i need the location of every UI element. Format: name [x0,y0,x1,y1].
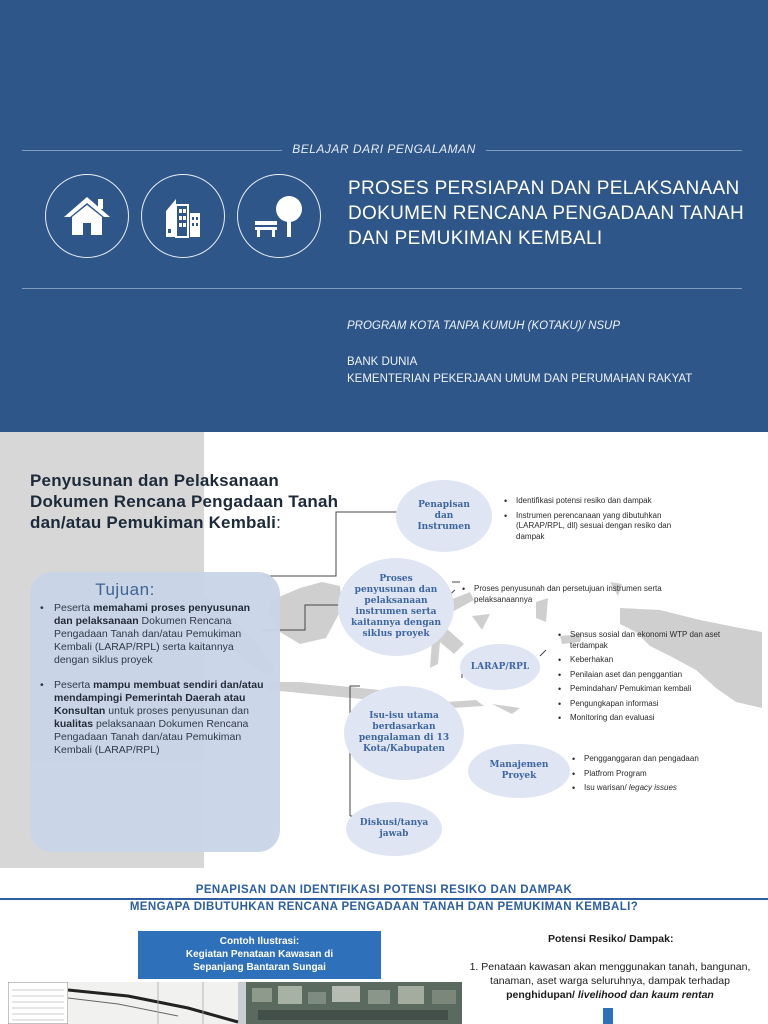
potensi-text [460,960,760,1002]
bullet-larap-3: • Penilaian aset dan penggantian [558,670,742,681]
risk-slide [0,868,768,1024]
tujuan-item-1-a: Peserta [54,602,94,614]
tujuan-item-2-b: mampu membuat sendiri dan/atau mendampingi Pemerintah Daerah atau Konsultan [54,679,264,717]
program-name: PROGRAM KOTA TANPA KUMUH (KOTAKU)/ NSUP [347,320,621,332]
tujuan-colon: : [149,580,155,599]
bubble-manajemen [468,744,570,798]
heading-colon: : [276,513,282,532]
tujuan-title-text: Tujuan [95,580,150,599]
bubble-manajemen-text: Manajemen Proyek [489,760,549,781]
bullet-larap-1: • Sensus sosial dan ekonomi WTP dan aset terdampak [558,630,742,651]
bullet-isu-prefix: Isu warisan/ [584,783,629,792]
tujuan-item-2-a: Peserta [54,679,94,691]
tujuan-item-1-c: Dokumen Rencana Pengadaan Tanah dan/atau Pemukiman Kembali (LARAP/RPL) serta kaitannya dengan siklus proyek [54,615,242,666]
bullet-larap-4: • Pemindahan/ Pemukiman kembali [558,684,742,695]
bullet-isu-italic: legacy issues [628,783,677,792]
bubble-proses [338,558,454,656]
bullet-manajemen-1: • Pengganggaran dan pengadaan [572,754,752,765]
slide-heading [30,470,390,533]
illus-line-2: Kegiatan Penataan Kawasan di [185,949,334,960]
potensi-text-a: 1. Penataan kawasan akan menggunakan tanah, bangunan, tanaman, aset warga seluruhnya, dampak terhadap [469,961,751,987]
tujuan-item-1 [40,602,268,667]
tujuan-panel [30,572,280,852]
bubble-isu [344,686,464,780]
bullet-proses-1: • Proses penyusunah dan persetujuan instrumen serta pelaksanaannya [462,584,672,605]
heading-line-2: Dokumen Rencana Pengadaan Tanah [30,492,339,511]
heading-line-3: dan/atau Pemukiman Kembali [30,513,277,532]
house-icon [45,174,129,258]
risk-heading-1 [0,884,768,896]
bullet-larap-5: • Pengungkapan informasi [558,699,742,710]
overview-slide [0,432,768,868]
bullets-larap [558,630,742,728]
bubble-diskusi-text: Diskusi/tanya jawab [359,818,429,839]
bullets-penapisan [504,496,700,546]
bullet-penapisan-2: • Instrumen perencanaan yang dibutuhkan (LARAP/RPL, dll) sesuai dengan resiko dan dampak [504,511,700,543]
bubble-penapisan-text: Penapisan dan Instrumen [417,499,471,532]
bullet-manajemen-3 [572,783,752,794]
bubble-isu-text: Isu-isu utama berdasarkan pengalaman di 13 Kota/Kabupaten [358,711,450,754]
bubble-penapisan [396,480,492,552]
bullet-manajemen-2: • Platfrom Program [572,769,752,780]
tujuan-title [30,580,220,600]
bullet-larap-6: • Monitoring dan evaluasi [558,713,742,724]
org-line-1: BANK DUNIA [347,356,418,368]
heading-line-1: Penyusunan dan Pelaksanaan [30,471,279,490]
risk-heading-1-text: PENAPISAN DAN IDENTIFIKASI POTENSI RESIKO DAN DAMPAK [188,884,580,896]
illustration-photos [8,982,462,1024]
tujuan-list [40,602,268,769]
bullet-larap-2: • Keberhakan [558,655,742,666]
tujuan-item-2-e: pelaksanaan Dokumen Rencana Pengadaan Tanah dan/atau Pemukiman Kembali (LARAP/RPL) [54,718,249,756]
cover-slide [0,0,768,432]
bullet-penapisan-1: • Identifikasi potensi resiko dan dampak [504,496,700,507]
illus-line-3: Sepanjang Bantaran Sungai [193,962,326,973]
bubble-larap-text: LARAP/RPL [470,661,530,672]
bubble-larap [460,644,540,690]
divider-bottom [22,288,742,289]
risk-heading-2: MENGAPA DIBUTUHKAN RENCANA PENGADAAN TANAH DAN PEMUKIMAN KEMBALI? [129,901,639,913]
bullets-proses [462,584,672,609]
org-line-2: KEMENTERIAN PEKERJAAN UMUM DAN PERUMAHAN RAKYAT [347,373,693,385]
cover-title: PROSES PERSIAPAN DAN PELAKSANAAN DOKUMEN RENCANA PENGADAAN TANAH DAN PEMUKIMAN KEMBALI [348,178,745,249]
tujuan-item-2-c: untuk proses penyusunan dan [105,705,249,717]
down-arrow-icon [603,1008,613,1024]
buildings-icon [141,174,225,258]
heading-rule [0,898,768,900]
cover-kicker [0,142,768,156]
potensi-text-c: livelihood dan kaum rentan [577,989,714,1001]
bubble-diskusi [346,802,442,856]
bench-tree-icon [237,174,321,258]
kicker-text: BELAJAR DARI PENGALAMAN [282,142,486,156]
potensi-title: Potensi Resiko/ Dampak: [548,933,674,945]
tujuan-item-2-d: kualitas [54,718,94,730]
tujuan-item-1-b: memahami proses penyusunan dan pelaksanaan [54,602,251,627]
bullets-manajemen [572,754,752,798]
illustration-caption [138,931,381,979]
tujuan-item-2 [40,679,268,757]
potensi-text-b: penghidupan/ [506,989,578,1001]
bubble-proses-text: Proses penyusunan dan pelaksanaan instrumen serta kaitannya dengan siklus proyek [351,574,441,639]
illus-line-1: Contoh Ilustrasi: [219,936,300,947]
